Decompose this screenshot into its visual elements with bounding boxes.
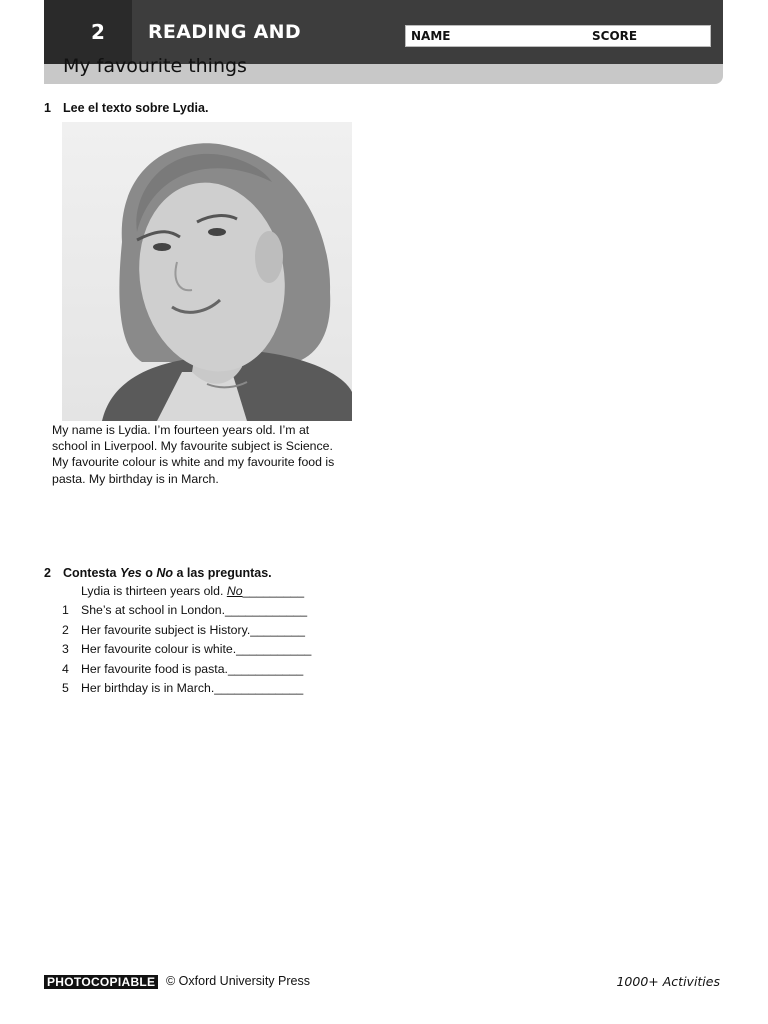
question-number: 3 (62, 642, 69, 656)
question-text: Her favourite food is pasta.___________ (81, 662, 304, 676)
question-text: Her favourite subject is History.________ (81, 623, 305, 637)
example-text (81, 584, 304, 598)
page-subtitle: My favourite things (63, 55, 247, 77)
portrait-illustration (62, 122, 352, 421)
yes-word: Yes (119, 566, 142, 580)
footer-series-title: 1000+ Activities (616, 974, 720, 989)
question-text: Her birthday is in March._____________ (81, 681, 304, 695)
exercise-2-instruction (63, 566, 272, 580)
example-sentence: Lydia is thirteen years old. (81, 584, 227, 598)
exercise-1-number: 1 (44, 101, 51, 115)
no-word: No (156, 566, 173, 580)
question-text: Her favourite colour is white.___________ (81, 642, 312, 656)
question-number: 2 (62, 623, 69, 637)
question-text: She’s at school in London.____________ (81, 603, 308, 617)
section-title: READING AND (148, 21, 301, 43)
question-number: 4 (62, 662, 69, 676)
name-label: NAME (411, 29, 451, 43)
name-score-box (405, 25, 711, 47)
photocopiable-badge: PHOTOCOPIABLE (44, 975, 158, 989)
copyright-text: © Oxford University Press (166, 974, 310, 988)
example-blank: _________ (242, 584, 305, 598)
example-answer: No (226, 584, 243, 598)
instruction-part: o (141, 566, 157, 580)
lydia-profile-text: My name is Lydia. I’m fourteen years old. I’m at school in Liverpool. My favourite subject is Science. My favourite colour is white and my favourite food is pasta. My birthday is in March. (52, 423, 335, 486)
exercise-2-number: 2 (44, 566, 51, 580)
question-number: 1 (62, 603, 69, 617)
score-label: SCORE (592, 29, 638, 43)
instruction-part: Contesta (63, 566, 120, 580)
instruction-part: a las preguntas. (173, 566, 272, 580)
question-number: 5 (62, 681, 69, 695)
unit-number: 2 (91, 20, 105, 44)
exercise-1-instruction: Lee el texto sobre Lydia. (63, 101, 209, 115)
lydia-photo (62, 122, 352, 421)
